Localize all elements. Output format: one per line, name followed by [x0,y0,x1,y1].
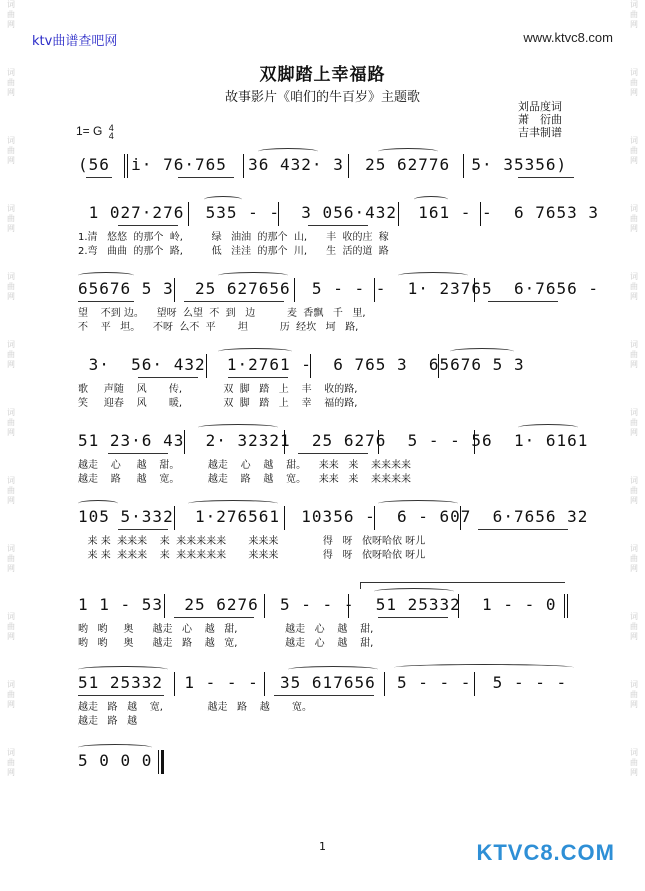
barline [474,430,475,454]
transcriber-credit: 吉聿制谱 [518,126,562,139]
composer-credit: 萧 衍曲 [518,113,562,126]
slur-mark [394,664,574,671]
barline [174,506,175,530]
slur-mark [204,196,242,203]
slur-mark [78,272,134,279]
watermark-text: 词曲网 [7,408,15,437]
watermark-text: 词曲网 [630,612,638,641]
slur-mark [258,148,318,155]
lyric-verse-1: 望 不到 边。 望呀 么望 不 到 边 麦 香飘 千 里, [78,308,366,319]
notation-line: 3· 56· 432 1·2761 - 6 765 3 65676 5 3 [78,355,525,374]
barline [284,430,285,454]
lyric-verse-2: 不 平 坦。 不呀 么不 平 坦 历 经坎 坷 路, [78,322,359,333]
beam-line [78,695,164,696]
watermark-text: 词曲网 [7,340,15,369]
watermark-text: 词曲网 [630,68,638,97]
site-logo[interactable]: KTVC8.COM [476,840,615,865]
beam-line [308,225,368,226]
barline [438,354,439,378]
beam-line [118,529,168,530]
slur-mark [378,500,458,507]
barline [460,506,461,530]
barline [374,278,375,302]
lyric-verse-2: 越走 路 越 [78,716,138,727]
page-number: 1 [319,840,326,853]
watermark-text: 词曲网 [630,408,638,437]
lyric-verse-1: 越走 心 越 甜。 越走 心 越 甜。 来来 来 来来来来 [78,460,412,471]
barline [474,672,475,696]
beam-line [108,453,168,454]
time-bottom: 4 [108,131,114,141]
watermark-text: 词曲网 [630,544,638,573]
beam-line [118,225,178,226]
watermark-text: 词曲网 [630,0,638,29]
barline [564,594,565,618]
notation-line: 65676 5 3 25 627656 5 - - - 1· 23765 6·7656 - [78,279,600,298]
barline [463,154,464,178]
barline [480,202,481,226]
barline [206,354,207,378]
barline [188,202,189,226]
slur-mark [188,500,278,507]
notation-line: 1 027·276 535 - - 3 056·432 161 - - 6 7653 3 [78,203,600,222]
beam-line [138,377,198,378]
left-watermark-strip [4,0,18,891]
slur-mark [450,348,514,355]
beam-line [178,177,234,178]
watermark-text: 词曲网 [630,748,638,777]
site-url[interactable]: www.ktvc8.com [523,30,613,45]
beam-line [488,301,558,302]
slur-mark [218,348,292,355]
watermark-text: 词曲网 [7,476,15,505]
barline [184,430,185,454]
barline [378,430,379,454]
slur-mark [378,148,438,155]
watermark-text: 词曲网 [7,544,15,573]
barline [567,594,568,618]
beam-line [86,177,112,178]
song-subtitle: 故事影片《咱们的牛百岁》主题歌 [224,90,420,105]
watermark-text: 词曲网 [7,272,15,301]
watermark-text: 词曲网 [7,748,15,777]
notation-line: 105 5·332 1·276561 10356 - 6 - 607 6·7656 32 [78,507,589,526]
notation-line: 51 23·6 43 2· 32321 25 6276 5 - - 56 1· 6161 [78,431,589,450]
watermark-text: 词曲网 [630,340,638,369]
barline [278,202,279,226]
barline [174,672,175,696]
barline [348,594,349,618]
beam-line [78,301,134,302]
key-signature [76,124,114,140]
final-barline [158,750,159,774]
song-title: 双脚踏上幸福路 [259,65,386,85]
lyricist-credit: 刘品度词 [518,100,562,113]
slur-mark [374,588,454,595]
beam-line [274,695,374,696]
barline [174,278,175,302]
site-name[interactable]: ktv曲谱查吧网 [32,34,118,49]
watermark-text: 词曲网 [630,136,638,165]
key-label: 1= G [76,124,103,139]
beam-line [228,377,288,378]
time-top: 4 [108,123,114,133]
lyric-verse-1: 来 来 来来来 来 来来来来来 来来来 得 呀 依呀哈依 呀儿 [78,536,426,547]
slur-mark [288,666,378,673]
slur-mark [398,272,468,279]
notation-line: 51 25332 1 - - - 35 617656 5 - - - 5 - - - [78,673,568,692]
time-signature [109,124,114,140]
watermark-text: 词曲网 [630,476,638,505]
barline [264,594,265,618]
barline [127,154,128,178]
slur-mark [78,666,168,673]
watermark-text: 词曲网 [7,612,15,641]
slur-mark [518,424,578,431]
beam-line [518,177,574,178]
beam-line [298,453,368,454]
barline [310,354,311,378]
watermark-text: 词曲网 [7,0,15,29]
slur-mark [78,744,152,751]
barline [164,594,165,618]
slur-mark [218,272,288,279]
lyric-verse-1: 越走 路 越 宽, 越走 路 越 宽。 [78,702,312,713]
beam-line [378,617,448,618]
slur-mark [414,196,448,203]
barline [458,594,459,618]
watermark-text: 词曲网 [630,272,638,301]
notation-line: (56 i· 76·765 36 432· 3 25 62776 5· 35356) [78,155,568,174]
barline [348,154,349,178]
barline [474,278,475,302]
lyric-verse-2: 2.弯 曲曲 的那个 路, 低 洼洼 的那个 川, 生 活的道 路 [78,246,389,257]
barline [264,672,265,696]
barline [384,672,385,696]
notation-line: 5 0 0 0 [78,751,153,770]
watermark-text: 词曲网 [630,680,638,709]
slur-mark [198,424,278,431]
lyric-verse-1: 歌 声随 风 传, 双 脚 踏 上 丰 收的路, [78,384,358,395]
notation-line: 1 1 - 53 25 6276 5 - - - 51 25332 1 - - 0 [78,595,557,614]
lyric-verse-1: 哟 哟 奥 越走 心 越 甜, 越走 心 越 甜, [78,624,374,635]
lyric-verse-2: 越走 路 越 宽。 越走 路 越 宽。 来来 来 来来来来 [78,474,412,485]
lyric-verse-2: 来 来 来来来 来 来来来来来 来来来 得 呀 依呀哈依 呀儿 [78,550,426,561]
barline [374,506,375,530]
barline [243,154,244,178]
barline [294,278,295,302]
barline [284,506,285,530]
watermark-text: 词曲网 [7,136,15,165]
watermark-text: 词曲网 [630,204,638,233]
right-watermark-strip [627,0,641,891]
lyric-verse-2: 哟 哟 奥 越走 路 越 宽, 越走 心 越 甜, [78,638,374,649]
watermark-text: 词曲网 [7,680,15,709]
lyric-verse-2: 笑 迎春 风 暖, 双 脚 踏 上 幸 福的路, [78,398,358,409]
lyric-verse-1: 1.清 悠悠 的那个 岭, 绿 油油 的那个 山, 丰 收的庄 稼 [78,232,389,243]
watermark-text: 词曲网 [7,68,15,97]
barline [398,202,399,226]
slur-mark [78,500,118,507]
barline [124,154,125,178]
watermark-text: 词曲网 [7,204,15,233]
beam-line [174,617,254,618]
beam-line [478,529,568,530]
credits-block [518,100,562,139]
final-barline [161,750,164,774]
beam-line [184,301,284,302]
